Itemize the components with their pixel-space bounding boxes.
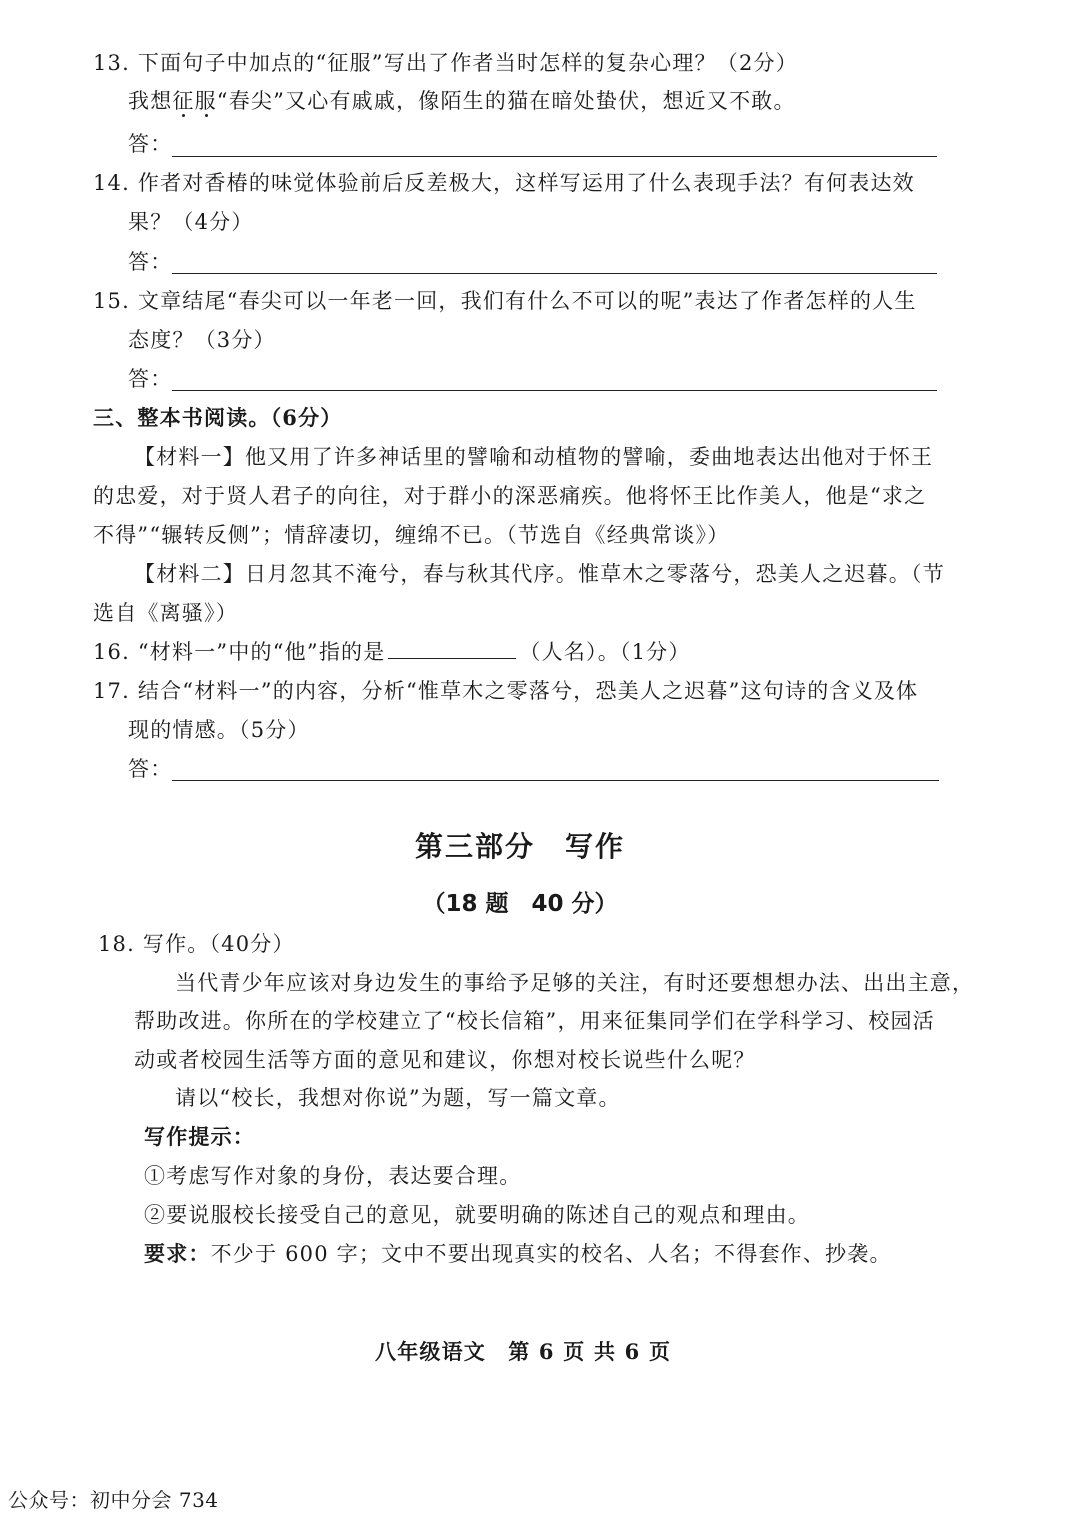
part-3-title: 第三部分 写作 (414, 830, 625, 863)
question-18-heading: 18. 写作。（40分） (98, 932, 295, 956)
emphasis-dot (205, 114, 208, 117)
writing-requirement (144, 1239, 892, 1269)
material-1-line3: 不得”“辗转反侧”；情辞凄切，缠绵不已。（节选自《经典常谈》） (93, 523, 730, 547)
material-2-line2: 选自《离骚》） (93, 601, 238, 625)
question-14-line1: 14. 作者对香椿的味觉体验前后反差极大，这样写运用了什么表现手法？有何表达效 (93, 171, 915, 195)
writing-tip-1: ①考虑写作对象的身份，表达要合理。 (144, 1164, 522, 1188)
question-16-prompt: 16. “材料一”中的“他”指的是 (93, 640, 386, 664)
question-15-line2: 态度？（3分） (128, 328, 276, 352)
fill-in-blank[interactable] (388, 638, 516, 659)
answer-line-13[interactable] (172, 156, 937, 157)
answer-label-15: 答： (128, 367, 173, 391)
material-1-line1: 【材料一】他又用了许多神话里的譬喻和动植物的譬喻，委曲地表达出他对于怀王 (134, 445, 934, 469)
writing-tips-heading: 写作提示： (144, 1124, 255, 1149)
answer-label-14: 答： (128, 250, 173, 274)
answer-line-17[interactable] (172, 780, 939, 781)
watermark-text: 公众号：初中分会 734 (8, 1488, 219, 1512)
part-3-subtitle: （18 题 40 分） (422, 891, 618, 917)
section-3-heading: 三、整本书阅读。（6分） (93, 405, 343, 430)
answer-line-15[interactable] (172, 390, 937, 391)
question-18-p1-line3: 动或者校园生活等方面的意见和建议，你想对校长说些什么呢？ (134, 1048, 756, 1072)
answer-label-13: 答： (128, 132, 173, 156)
question-14-line2: 果？（4分） (128, 210, 254, 234)
question-18-p1-line1: 当代青少年应该对身边发生的事给予足够的关注，有时还要想想办法、出出主意， (175, 971, 975, 995)
page-footer: 八年级语文 第 6 页 共 6 页 (375, 1339, 672, 1364)
emphasis-dot (182, 114, 185, 117)
question-17-line2: 现的情感。（5分） (128, 718, 310, 742)
material-2-line1: 【材料二】日月忽其不淹兮，春与秋其代序。惟草木之零落兮，恐美人之迟暮。（节 (134, 562, 945, 586)
question-13-quote: 我想征服“春尖”又心有戚戚，像陌生的猫在暗处蛰伏，想近又不敢。 (128, 89, 796, 113)
question-16-suffix: （人名）。（1分） (519, 640, 691, 664)
question-16 (93, 637, 691, 667)
material-1-line2: 的忠爱，对于贤人君子的向往，对于群小的深恶痛疾。他将怀王比作美人，他是“求之 (93, 484, 927, 508)
question-13: 13. 下面句子中加点的“征服”写出了作者当时怎样的复杂心理？（2分） (93, 51, 798, 75)
question-18-p1-line2: 帮助改进。你所在的学校建立了“校长信箱”，用来征集同学们在学科学习、校园活 (134, 1009, 935, 1033)
requirement-text: 不少于 600 字；文中不要出现真实的校名、人名；不得套作、抄袭。 (210, 1242, 892, 1266)
question-17-line1: 17. 结合“材料一”的内容，分析“惟草木之零落兮，恐美人之迟暮”这句诗的含义及体 (93, 679, 919, 703)
question-18-p2: 请以“校长，我想对你说”为题，写一篇文章。 (175, 1086, 621, 1110)
answer-line-14[interactable] (172, 273, 937, 274)
answer-label-17: 答： (128, 757, 173, 781)
writing-tip-2: ②要说服校长接受自己的意见，就要明确的陈述自己的观点和理由。 (144, 1203, 810, 1227)
question-15-line1: 15. 文章结尾“春尖可以一年老一回，我们有什么不可以的呢”表达了作者怎样的人生 (93, 289, 917, 313)
requirement-label: 要求： (144, 1241, 211, 1266)
